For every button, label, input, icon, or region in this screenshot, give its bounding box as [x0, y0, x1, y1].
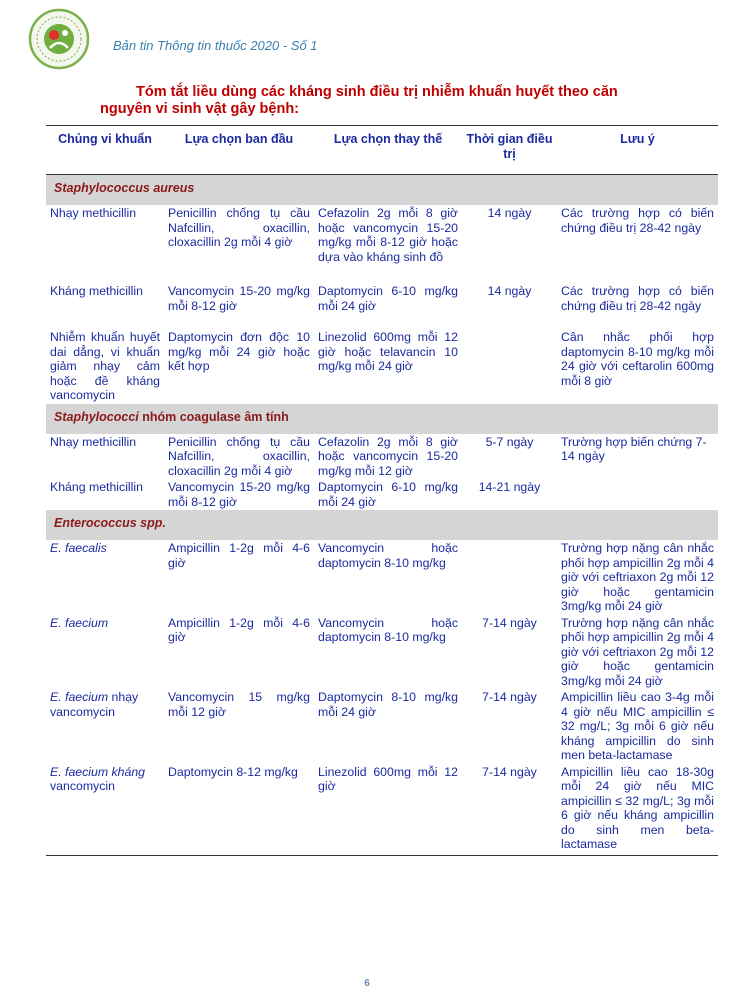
header-duration: Thời gian điều trị: [462, 126, 557, 175]
section-label-italic: Enterococcus spp.: [54, 516, 166, 530]
header-initial-choice: Lựa chọn ban đầu: [164, 126, 314, 175]
section-row: [46, 175, 718, 206]
cell-strain: Nhạy methicillin: [50, 206, 137, 220]
table-row: [46, 283, 718, 329]
section-label-rest: nhóm coagulase âm tính: [138, 409, 289, 424]
strain-italic: E. faecium kháng: [50, 764, 146, 779]
cell-initial: Vancomycin 15-20 mg/kg mỗi 8-12 giờ: [168, 284, 310, 313]
table-row: [46, 764, 718, 856]
cell-note: [557, 479, 718, 510]
cell-duration: [462, 540, 557, 615]
cell-alternative: Linezolid 600mg mỗi 12 giờ: [314, 764, 462, 856]
header-note: Lưu ý: [557, 126, 718, 175]
cell-alternative: Vancomycin hoặc daptomycin 8-10 mg/kg: [318, 541, 458, 570]
cell-duration: 14 ngày: [487, 206, 532, 220]
cell-duration: 14 ngày: [487, 284, 532, 298]
cell-strain: Kháng methicillin: [50, 480, 143, 494]
cell-note: Ampicillin liều cao 3-4g mỗi 4 giờ nếu MIC ampicillin ≤ 32 mg/L; 3g mỗi 6 giờ nếu kháng ampicillin do sinh men beta-lactamase: [561, 690, 714, 762]
cell-strain: [46, 540, 164, 615]
cell-initial: Penicillin chống tụ cầu Nafcillin, oxacillin, cloxacillin 2g mỗi 4 giờ: [168, 206, 310, 249]
cell-note: Trường hợp nặng cân nhắc phối hợp ampicillin 2g mỗi 4 giờ với ceftriaxon 2g mỗi 12 giờ hoặc gentamicin 3mg/kg mỗi 24 giờ: [561, 615, 714, 688]
cell-duration: 7-14 ngày: [482, 690, 537, 704]
strain-italic: E. faecalis: [50, 541, 107, 555]
table-row: [46, 479, 718, 510]
cell-strain: [46, 689, 164, 764]
cell-alternative: Daptomycin 8-10 mg/kg mỗi 24 giờ: [318, 690, 458, 719]
strain-italic: E. faecium: [50, 615, 109, 630]
section-label-italic: Staphylococci: [54, 409, 139, 424]
cell-alternative: Daptomycin 6-10 mg/kg mỗi 24 giờ: [318, 284, 458, 313]
cell-strain: [46, 764, 164, 856]
cell-initial: Ampicillin 1-2g mỗi 4-6 giờ: [168, 541, 310, 570]
cell-alternative: Linezolid 600mg mỗi 12 giờ hoặc telavancin 10 mg/kg mỗi 24 giờ: [318, 330, 458, 373]
cell-initial: Daptomycin đơn độc 10 mg/kg mỗi 24 giờ hoặc kết hợp: [168, 330, 310, 373]
section-row: [46, 404, 718, 434]
section-row: [46, 510, 718, 540]
cell-note: Cân nhắc phối hợp daptomycin 8-10 mg/kg mỗi 24 giờ với ceftarolin 600mg mỗi 8 giờ: [561, 330, 714, 388]
cell-strain: [46, 615, 164, 690]
cell-strain: Nhiễm khuẩn huyết dai dẳng, vi khuẩn giảm nhạy cảm hoặc đề kháng vancomycin: [50, 330, 160, 402]
page-number: 6: [364, 978, 370, 989]
cell-initial: Penicillin chống tụ cầu Nafcillin, oxacillin, cloxacillin 2g mỗi 4 giờ: [168, 434, 310, 478]
header-alternative-choice: Lựa chọn thay thế: [314, 126, 462, 175]
table-row: [46, 615, 718, 690]
header-strain: Chủng vi khuẩn: [46, 126, 164, 175]
section-label-italic: Staphylococcus aureus: [54, 181, 195, 195]
cell-note: Các trường hợp có biến chứng điều trị 28-42 ngày: [561, 284, 714, 313]
table-header-row: [46, 126, 718, 175]
title-line-2: nguyên vi sinh vật gây bệnh:: [100, 101, 300, 117]
cell-initial: Vancomycin 15-20 mg/kg mỗi 8-12 giờ: [168, 480, 310, 509]
table-row: [46, 434, 718, 480]
cell-duration: [462, 329, 557, 404]
cell-initial: Ampicillin 1-2g mỗi 4-6 giờ: [168, 615, 310, 644]
page-header: [0, 0, 734, 80]
cell-duration: 5-7 ngày: [485, 434, 534, 449]
document-title: [92, 84, 692, 118]
strain-italic: E. faecium: [50, 690, 109, 704]
hospital-logo-icon: [28, 8, 90, 70]
cell-note: Trường hợp nặng cân nhắc phối hợp ampicillin 2g mỗi 4 giờ với ceftriaxon 2g mỗi 12 giờ hoặc gentamicin 3mg/kg mỗi 24 giờ: [561, 541, 714, 613]
cell-duration: 7-14 ngày: [462, 764, 557, 856]
table-row: [46, 205, 718, 283]
cell-duration: 7-14 ngày: [482, 615, 537, 630]
cell-strain: Kháng methicillin: [50, 284, 143, 298]
cell-initial: Daptomycin 8-12 mg/kg: [164, 764, 314, 856]
cell-alternative: Cefazolin 2g mỗi 8 giờ hoặc vancomycin 15-20 mg/kg mỗi 12 giờ: [318, 434, 458, 478]
cell-duration: 14-21 ngày: [478, 480, 541, 494]
cell-note: Trường hợp biến chứng 7-14 ngày: [561, 434, 707, 463]
cell-note: Các trường hợp có biến chứng điều trị 28-42 ngày: [561, 206, 714, 235]
cell-note: Ampicillin liều cao 18-30g mỗi 24 giờ nếu MIC ampicillin ≤ 32 mg/L; 3g mỗi 6 giờ nếu kháng ampicillin do sinh men beta-lactamase: [557, 764, 718, 856]
title-line-1: Tóm tắt liều dùng các kháng sinh điều trị nhiễm khuẩn huyết theo căn: [136, 84, 618, 100]
strain-rest: nhạy vancomycin: [50, 690, 139, 719]
cell-alternative: Vancomycin hoặc daptomycin 8-10 mg/kg: [318, 615, 458, 644]
cell-alternative: Cefazolin 2g mỗi 8 giờ hoặc vancomycin 15-20 mg/kg mỗi 8-12 giờ hoặc dựa vào kháng sinh đồ: [318, 206, 458, 264]
table-row: [46, 689, 718, 764]
strain-rest: vancomycin: [50, 779, 115, 793]
antibiotic-dosage-table: [46, 125, 718, 856]
table-row: [46, 329, 718, 404]
cell-strain: Nhạy methicillin: [50, 434, 137, 449]
cell-alternative: Daptomycin 6-10 mg/kg mỗi 24 giờ: [318, 480, 458, 509]
cell-initial: Vancomycin 15 mg/kg mỗi 12 giờ: [168, 690, 310, 719]
bulletin-title: Bản tin Thông tin thuốc 2020 - Số 1: [113, 38, 318, 53]
table-row: [46, 540, 718, 615]
